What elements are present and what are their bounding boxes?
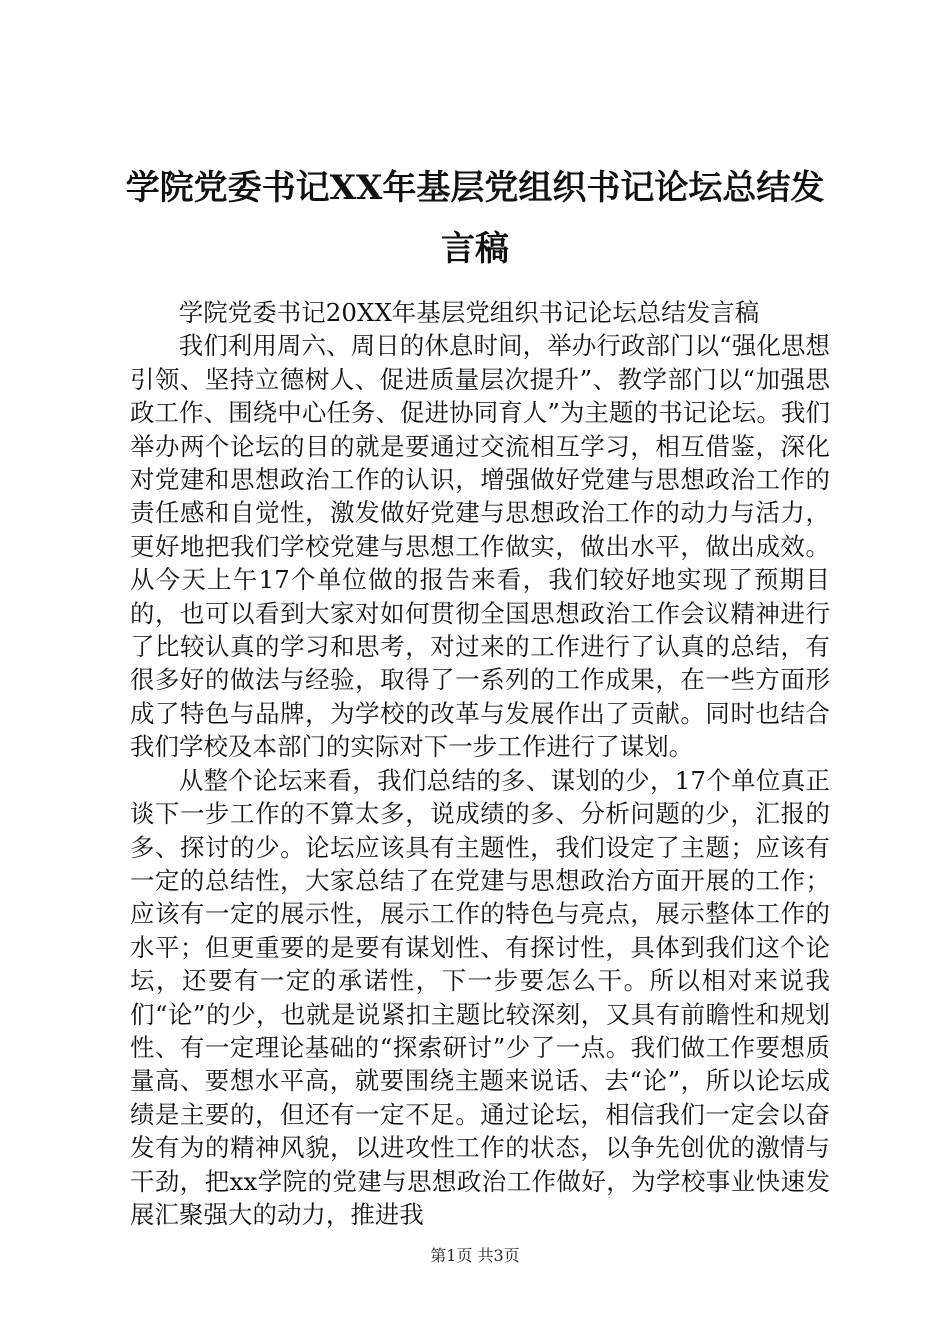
body-paragraph-subtitle: 学院党委书记20XX年基层党组织书记论坛总结发言稿 <box>178 298 760 327</box>
document-title: 学院党委书记XX年基层党组织书记论坛总结发言稿 <box>125 168 825 269</box>
body-paragraph: 我们利用周六、周日的休息时间，举办行政部门以“强化思想引领、坚持立德树人、促进质量层次提升”、教学部门以“加强思政工作、围绕中心任务、促进协同育人”为主题的书记论坛。我们举办两个论坛的目的就是要通过交流相互学习，相互借鉴，深化对党建和思想政治工作的认识，增强做好党建与思想政治工作的责任感和自觉性，激发做好党建与思想政治工作的动力与活力，更好地把我们学校党建与思想工作做实，做出水平，做出成效。从今天上午17个单位做的报告来看，我们较好地实现了预期目的，也可以看到大家对如何贯彻全国思想政治工作会议精神进行了比较认真的学习和思考，对过来的工作进行了认真的总结，有很多好的做法与经验，取得了一系列的工作成果，在一些方面形成了特色与品牌，为学校的改革与发展作出了贡献。同时也结合我们学校及本部门的实际对下一步工作进行了谋划。 <box>130 331 830 762</box>
document-body <box>130 296 830 1231</box>
body-paragraph: 从整个论坛来看，我们总结的多、谋划的少，17个单位真正谈下一步工作的不算太多，说成绩的多、分析问题的少，汇报的多、探讨的少。论坛应该具有主题性，我们设定了主题；应该有一定的总结性，大家总结了在党建与思想政治方面开展的工作；应该有一定的展示性，展示工作的特色与亮点，展示整体工作的水平；但更重要的是要有谋划性、有探讨性，具体到我们这个论坛，还要有一定的承诺性，下一步要怎么干。所以相对来说我们“论”的少，也就是说紧扣主题比较深刻，又具有前瞻性和规划性、有一定理论基础的“探索研讨”少了一点。我们做工作要想质量高、要想水平高，就要围绕主题来说话、去“论”，所以论坛成绩是主要的，但还有一定不足。通过论坛，相信我们一定会以奋发有为的精神风貌，以进攻性工作的状态，以争先创优的激情与干劲，把xx学院的党建与思想政治工作做好，为学校事业快速发展汇聚强大的动力，推进我 <box>130 765 830 1229</box>
page-number-footer: 第1页 共3页 <box>430 1246 520 1265</box>
